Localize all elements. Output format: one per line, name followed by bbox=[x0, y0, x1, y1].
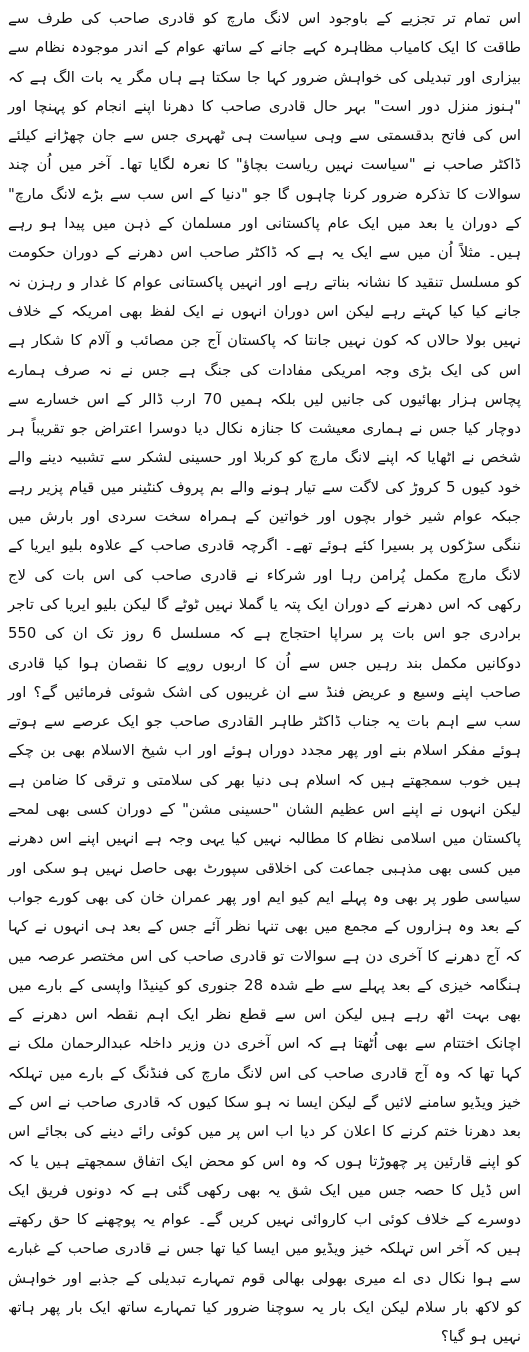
article-paragraph: اس تمام تر تجزیے کے باوجود اس لانگ مارچ کو قادری صاحب کی طرف سے طاقت کا ایک کامیاب مظاہرہ کہے جانے کے ساتھ عوام کے اندر موجودہ نظام سے بیزاری اور تبدیلی کی خواہش ضرور کہا جا سکتا ہے ہاں مگر یہ بات الگ ہے کہ "ہنوز منزل دور است" بہر حال قادری صاحب کا دھرنا اپنے انجام کو پہنچا اور اس کی فاتح بدقسمتی سے وہی سیاست ہی ٹھہری جس سے جان چھڑانے کیلئے ڈاکٹر صاحب نے "سیاست نہیں ریاست بچاؤ" کا نعرہ لگایا تھا۔ آخر میں اُن چند سوالات کا تذکرہ ضرور کرنا چاہوں گا جو "دنیا کے اس سب سے بڑے لانگ مارچ" کے دوران یا بعد میں ایک عام پاکستانی اور مسلمان کے ذہن میں پیدا ہو رہے ہیں۔ مثلاً اُن میں سے ایک یہ ہے کہ ڈاکٹر صاحب اس دھرنے کے دوران حکومت کو مسلسل تنقید کا نشانہ بناتے رہے اور انہیں پاکستانی عوام کا غدار و رہزن نہ جانے کیا کیا کہتے رہے لیکن اس دوران انہوں نے ایک لفظ بھی امریکہ کے خلاف نہیں بولا حالاں کہ کون نہیں جانتا کہ پاکستان آج جن مصائب و آلام کا شکار ہے اس کی ایک بڑی وجہ امریکی مفادات کی جنگ ہے جس نے نہ صرف ہمارے پچاس ہزار بھائیوں کی جانیں لیں بلکہ ہمیں 70 ارب ڈالر کے اس خسارے سے دوچار کیا جس نے ہماری معیشت کا جنازہ نکال دیا دوسرا اعتراض جو تقریباً ہر شخص نے اٹھایا کہ اپنے لانگ مارچ کو کربلا اور حسینی لشکر سے تشبیہ دینے والے خود کیوں 5 کروڑ کی لاگت سے تیار ہونے والے بم پروف کنٹینر میں قیام پزیر رہے جبکہ عوام شیر خوار بچوں اور خواتین کے ہمراہ سخت سردی اور بارش میں ننگی سڑکوں پر بسیرا کئے ہوئے تھے۔ اگرچہ قادری صاحب کے علاوہ بلیو ایریا کے لانگ مارچ مکمل پُرامن رہا اور شرکاء نے قادری صاحب کی اس بات کی لاج رکھی کہ اس دھرنے کے دوران ایک پتہ یا گملا نہیں ٹوٹے گا لیکن بلیو ایریا کی تاجر برادری جو اس بات پر سراپا احتجاج ہے کہ مسلسل 6 روز تک ان کی 550 دوکانیں مکمل بند رہیں جس سے اُن کا اربوں روپے کا نقصان ہوا کیا قادری صاحب اپنے وسیع و عریض فنڈ سے ان غریبوں کی اشک شوئی فرمائیں گے؟ اور سب سے اہم بات یہ جناب ڈاکٹر طاہر القادری صاحب جو ایک عرصے سے ہوتے ہوئے مفکر اسلام بنے اور پھر مجدد دوراں ہوئے اور اب شیخ الاسلام بھی بن چکے ہیں خوب سمجھتے ہیں کہ اسلام ہی دنیا بھر کی سلامتی و ترقی کا ضامن ہے لیکن انہوں نے اپنے اس عظیم الشان "حسینی مشن" کے دوران کسی بھی لمحے پاکستان میں اسلامی نظام کا مطالبہ نہیں کیا یہی وجہ ہے انہیں اپنے اس دھرنے میں کسی بھی مذہبی جماعت کی اخلاقی سپورٹ بھی حاصل نہیں ہو سکی اور سیاسی طور پر بھی وہ پہلے ایم کیو ایم اور پھر عمران خان کی بھی کورے جواب کے بعد وہ ہزاروں کے مجمع میں بھی تنہا نظر آئے جس کے بعد ہی انہوں نے کہا کہ آج دھرنے کا آخری دن ہے سوالات تو قادری صاحب کی اس مختصر عرصہ میں ہنگامہ خیزی کے بعد پہلے سے طے شدہ 28 جنوری کو کینیڈا واپسی کے بارے میں بھی بہت اٹھ رہے ہیں لیکن اس سے قطع نظر ایک اہم نقطہ اس دھرنے کے اچانک اختتام سے بھی اُٹھتا ہے کہ اس آخری دن وزیر داخلہ عبدالرحمان ملک نے کہا تھا کہ وہ آج قادری صاحب کی اس لانگ مارچ کی فنڈنگ کے بارے میں تہلکہ خیز ویڈیو سامنے لائیں گے لیکن ایسا نہ ہو سکا کیوں کہ قادری صاحب نے اس کے بعد دھرنا ختم کرنے کا اعلان کر دیا اب اس پر میں کوئی رائے دینے کی بجائے اس کو اپنے قارئین پر چھوڑتا ہوں کہ وہ اس کو محض ایک اتفاق سمجھتے ہیں یا کہ اس ڈیل کا حصہ جس میں ایک شق یہ بھی رکھی گئی ہے کہ دونوں فریق ایک دوسرے کے خلاف کوئی اب کاروائی نہیں کریں گے۔ عوام یہ پوچھنے کا حق رکھتے ہیں کہ آخر اس تہلکہ خیز ویڈیو میں ایسا کیا تھا جس نے قادری صاحب کے غبارے سے ہوا نکال دی اے میری بھولی بھالی قوم تمہارے تبدیلی کے جذبے اور خواہش کو لاکھ بار سلام لیکن ایک بار یہ سوچنا ضرور کیا تمہارے ساتھ ایک بار پھر ہاتھ نہیں ہو گیا؟ bbox=[8, 10, 522, 1346]
